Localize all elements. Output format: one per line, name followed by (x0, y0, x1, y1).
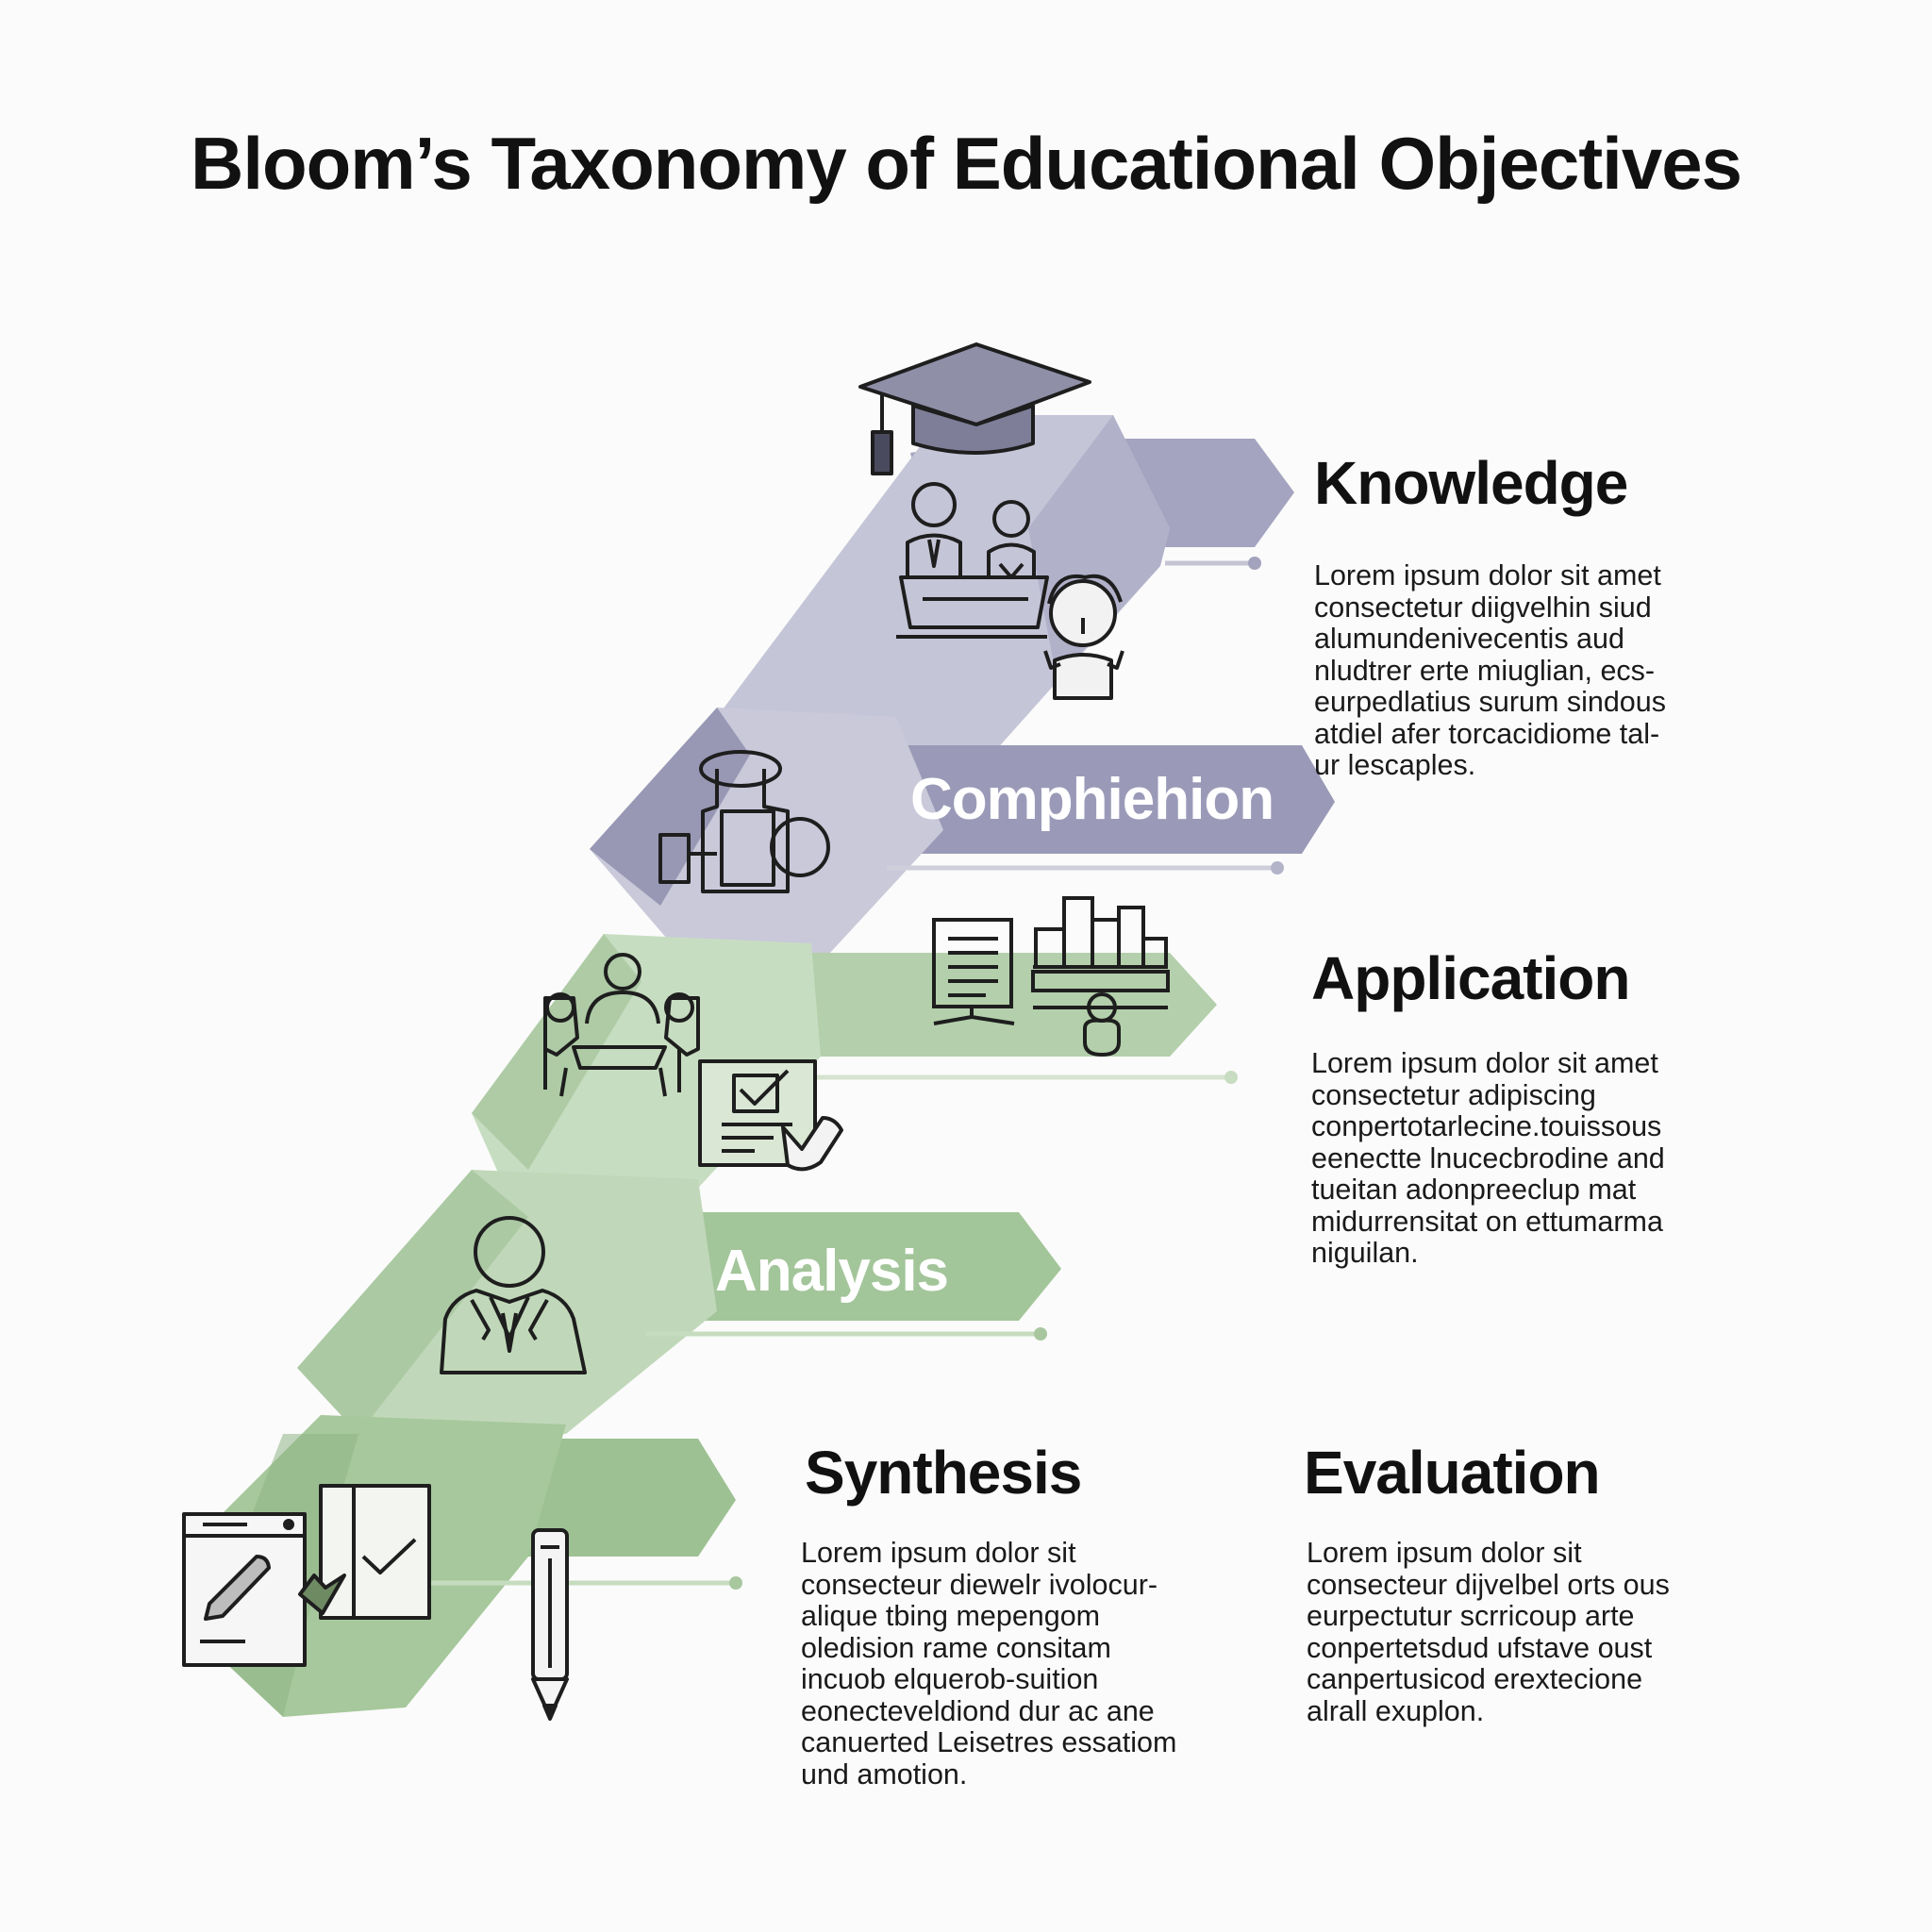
evaluation-description: Lorem ipsum dolor sit consecteur dijvelbel orts ous eurpectutur scrricoup arte conpertetsdud ufstave oust canpertusicod erextecione alrall exuplon. (1307, 1537, 1670, 1727)
analysis-label: Analysis (715, 1239, 949, 1304)
page-title: Bloom’s Taxonomy of Educational Objectives (191, 122, 1741, 205)
synthesis-leader-dot (729, 1576, 742, 1590)
application-leader-dot (1224, 1071, 1238, 1084)
knowledge-leader-dot (1248, 557, 1261, 570)
pencil-icon (533, 1530, 567, 1719)
synthesis-heading: Synthesis (805, 1439, 1082, 1507)
comprehension-leader-dot (1271, 861, 1284, 874)
knowledge-description: Lorem ipsum dolor sit amet consectetur diigvelhin siud alumundenivecentis aud nludtrer erte miuglian, ecs- eurpedlatius surum sindous atdiel afer torcacidiome tal- ur lescaples. (1314, 559, 1666, 781)
application-heading: Application (1311, 944, 1630, 1012)
analysis-leader-dot (1034, 1327, 1047, 1341)
knowledge-heading: Knowledge (1314, 449, 1628, 517)
synthesis-description: Lorem ipsum dolor sit consecteur diewelr ivolocur- alique tbing mepengom oledision rame consitam incuob elquerob-suition eonecteveldiond dur ac ane canuerted Leisetres essatiom und amotion. (801, 1537, 1177, 1790)
application-description: Lorem ipsum dolor sit amet consectetur adipiscing conpertotarlecine.touissous eenectte lnucecbrodine and tueitan adonpreeclup mat midurrensitat on ettumarma niguilan. (1311, 1047, 1665, 1269)
comprehension-label: Comphiehion (910, 767, 1274, 832)
evaluation-heading: Evaluation (1304, 1439, 1600, 1507)
